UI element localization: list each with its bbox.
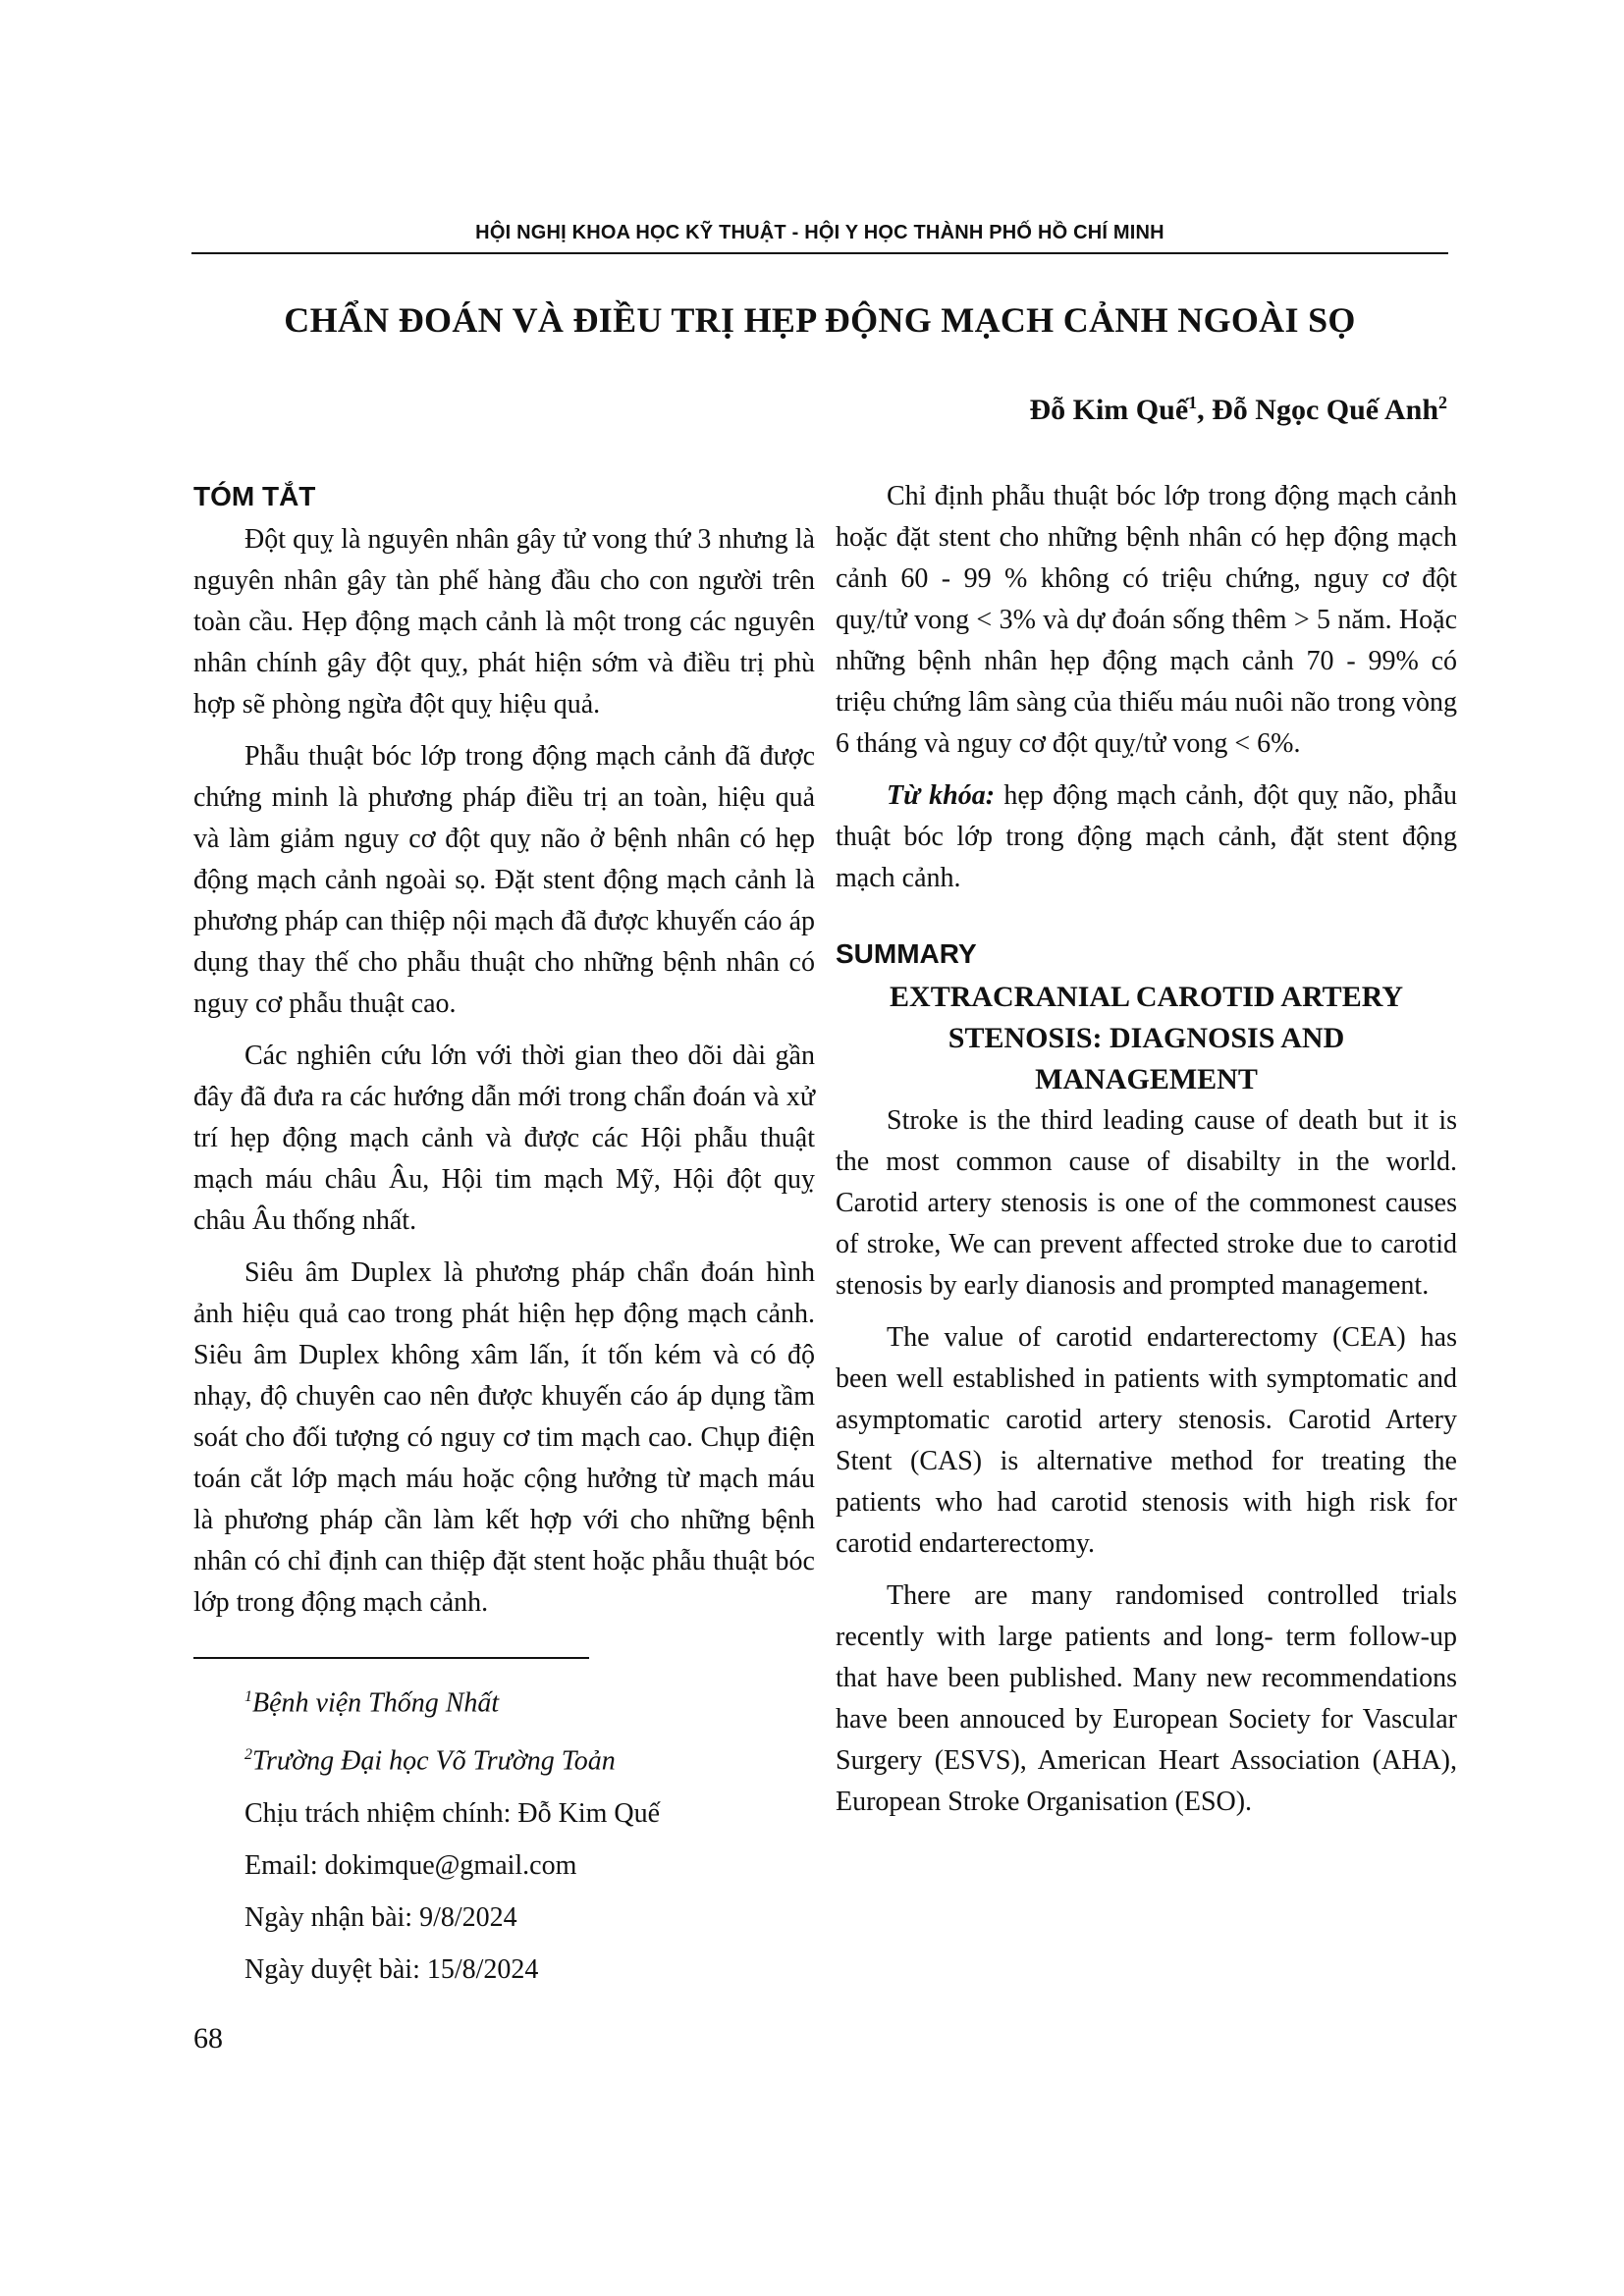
accepted-date: Ngày duyệt bài: 15/8/2024 [244, 1953, 539, 1985]
keywords-label: Từ khóa: [887, 780, 996, 811]
footnote-text: Bệnh viện Thống Nhất [252, 1687, 500, 1719]
footnote-affiliation [193, 1735, 815, 1782]
footnote-text: Trường Đại học Võ Trường Toản [252, 1745, 616, 1777]
summary-title: MANAGEMENT [1035, 1063, 1258, 1095]
summary-paragraph: Stroke is the third leading cause of death but it is the most common cause of disabilty in the world. Carotid artery stenosis is one of the commonest causes of stroke, We can prevent affected stroke due to carotid stenosis by early dianosis and prompted management. [836, 1105, 1457, 1301]
footnote-marker: 2 [244, 1746, 252, 1764]
affiliation-marker: 1 [1188, 393, 1198, 412]
affiliation-marker: 2 [1438, 393, 1447, 412]
article-title: CHẨN ĐOÁN VÀ ĐIỀU TRỊ HẸP ĐỘNG MẠCH CẢNH NGOÀI SỌ [284, 300, 1356, 340]
summary-heading: SUMMARY [836, 938, 977, 969]
summary-title: EXTRACRANIAL CAROTID ARTERY [890, 981, 1403, 1013]
email-line: Email: dokimque@gmail.com [244, 1849, 577, 1881]
running-head: HỘI NGHỊ KHOA HỌC KỸ THUẬT - HỘI Y HỌC THÀNH PHỐ HỒ CHÍ MINH [475, 222, 1164, 243]
corresponding-author: Chịu trách nhiệm chính: Đỗ Kim Quế [244, 1797, 661, 1829]
abstract-paragraph: Các nghiên cứu lớn với thời gian theo dõi dài gần đây đã đưa ra các hướng dẫn mới trong chẩn đoán và xử trí hẹp động mạch cảnh và được các Hội phẫu thuật mạch máu châu Âu, Hội tim mạch Mỹ, Hội đột quỵ châu Âu thống nhất. [193, 1041, 815, 1236]
abstract-paragraph: Chỉ định phẫu thuật bóc lớp trong động mạch cảnh hoặc đặt stent cho những bệnh nhân có hẹp động mạch cảnh 60 - 99 % không có triệu chứng, nguy cơ đột quỵ/tử vong < 3% và dự đoán sống thêm > 5 năm. Hoặc những bệnh nhân hẹp động mạch cảnh 70 - 99% có triệu chứng lâm sàng của thiếu máu nuôi não trong vòng 6 tháng và nguy cơ đột quỵ/tử vong < 6%. [836, 481, 1457, 759]
right-column [836, 476, 1457, 1834]
keywords-paragraph [836, 775, 1457, 899]
author-separator: , [1197, 394, 1213, 426]
page-number: 68 [193, 2021, 223, 2055]
summary-paragraph: The value of carotid endarterectomy (CEA) has been well established in patients with symptomatic and asymptomatic carotid artery stenosis. Carotid Artery Stent (CAS) is alternative method for treating the patients who had carotid stenosis with high risk for carotid endarterectomy. [836, 1322, 1457, 1559]
left-column [193, 476, 815, 2059]
abstract-heading: TÓM TẮT [193, 481, 316, 511]
summary-title: STENOSIS: DIAGNOSIS AND [947, 1022, 1345, 1054]
received-date: Ngày nhận bài: 9/8/2024 [244, 1901, 517, 1933]
summary-paragraph: There are many randomised controlled trials recently with large patients and long- term follow-up that have been published. Many new recommendations have been annouced by European Society for Vascular Surgery (ESVS), American Heart Association (AHA), European Stroke Organisation (ESO). [836, 1580, 1457, 1817]
footnote-marker: 1 [244, 1688, 252, 1705]
footnote-rule [193, 1657, 589, 1659]
header-rule [191, 252, 1448, 254]
keywords-text: hẹp động mạch cảnh, đột quỵ não, phẫu thuật bóc lớp trong động mạch cảnh, đặt stent động mạch cảnh. [836, 780, 1457, 893]
author-name: Đỗ Kim Quế [1029, 394, 1189, 426]
abstract-paragraph: Siêu âm Duplex là phương pháp chẩn đoán hình ảnh hiệu quả cao trong phát hiện hẹp động mạch cảnh. Siêu âm Duplex không xâm lấn, ít tốn kém và có độ nhạy, độ chuyên cao nên được khuyến cáo áp dụng tầm soát cho đối tượng có nguy cơ tim mạch cao. Chụp điện toán cắt lớp mạch máu hoặc cộng hưởng từ mạch máu là phương pháp cần làm kết hợp với cho những bệnh nhân có chỉ định can thiệp đặt stent hoặc phẫu thuật bóc lớp trong động mạch cảnh. [193, 1257, 815, 1618]
abstract-paragraph: Phẫu thuật bóc lớp trong động mạch cảnh đã được chứng minh là phương pháp điều trị an toàn, hiệu quả và làm giảm nguy cơ đột quỵ não ở bệnh nhân có hẹp động mạch cảnh ngoài sọ. Đặt stent động mạch cảnh là phương pháp can thiệp nội mạch đã được khuyến cáo áp dụng thay thế cho phẫu thuật cho những bệnh nhân có nguy cơ phẫu thuật cao. [193, 741, 815, 1019]
footnote-affiliation [193, 1677, 815, 1724]
abstract-paragraph: Đột quỵ là nguyên nhân gây tử vong thứ 3 nhưng là nguyên nhân gây tàn phế hàng đầu cho con người trên toàn cầu. Hẹp động mạch cảnh là một trong các nguyên nhân chính gây đột quỵ, phát hiện sớm và điều trị phù hợp sẽ phòng ngừa đột quỵ hiệu quả. [193, 524, 815, 720]
author-name: Đỗ Ngọc Quế Anh [1212, 394, 1438, 426]
author-line [1029, 393, 1447, 427]
